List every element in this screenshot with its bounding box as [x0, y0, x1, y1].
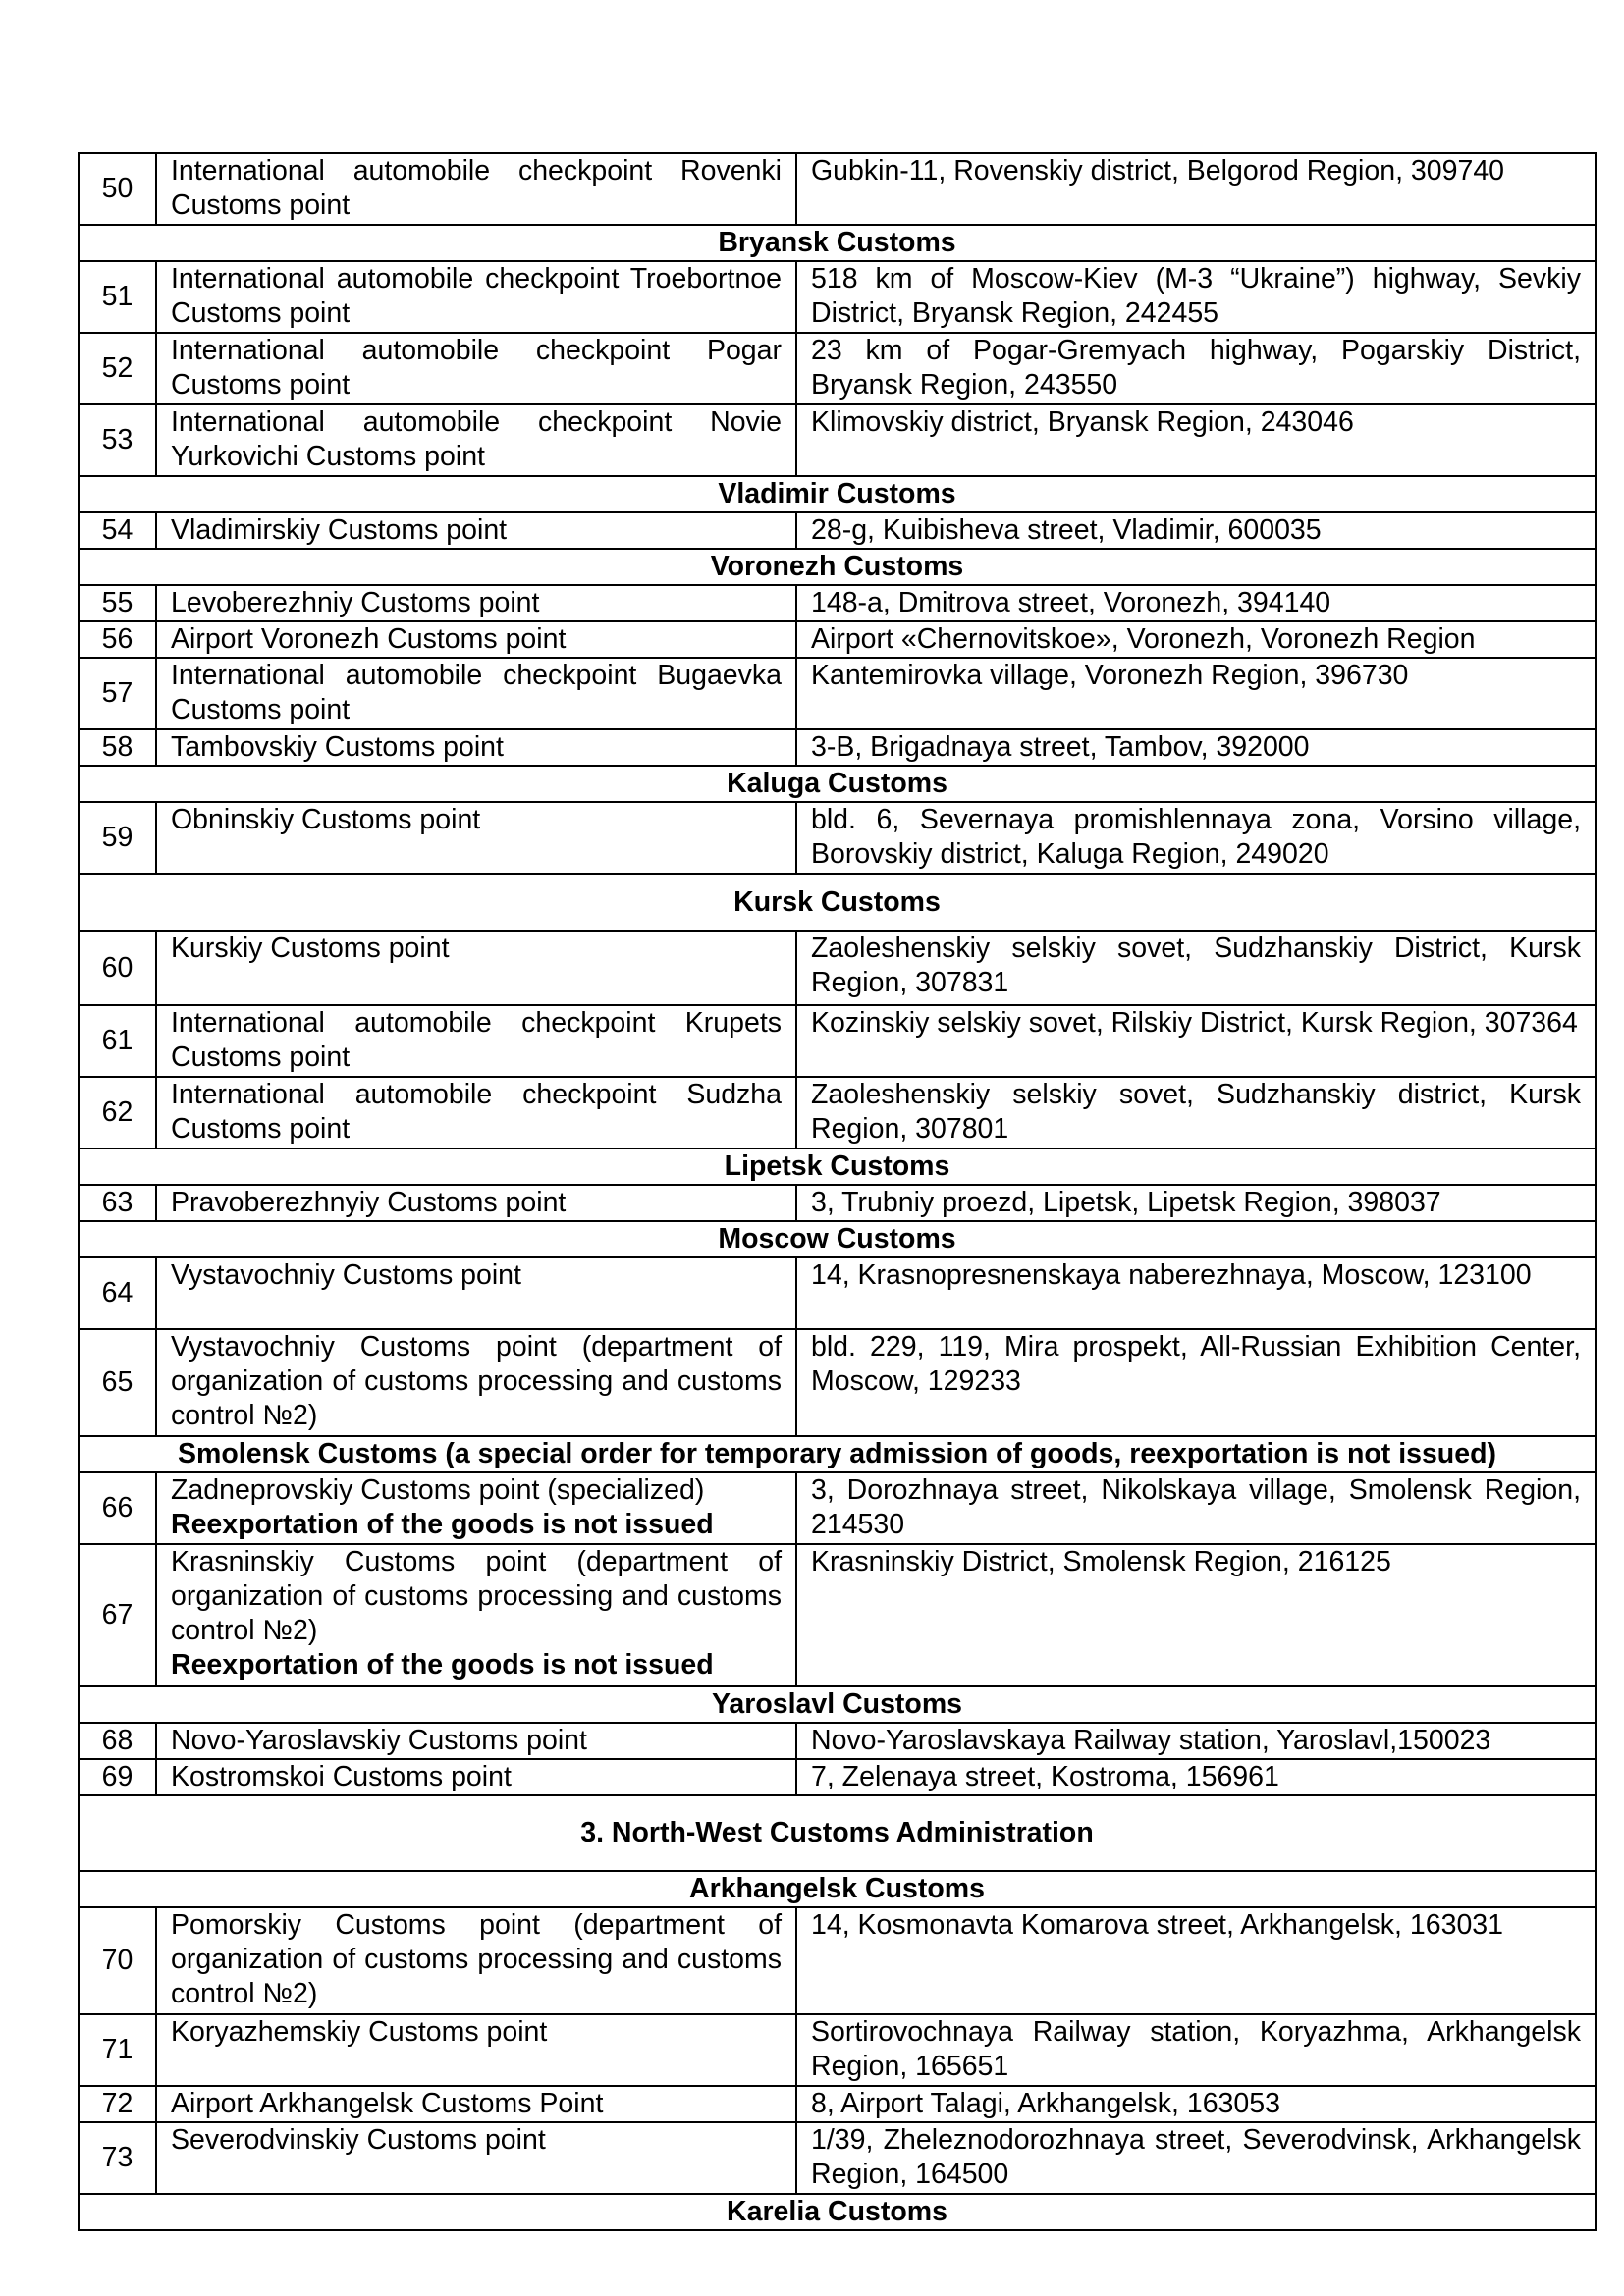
table-row: [79, 1257, 1596, 1329]
customs-point-address: 14, Kosmonavta Komarova street, Arkhangelsk, 163031: [796, 1907, 1596, 2014]
customs-section-heading: Arkhangelsk Customs: [79, 1871, 1596, 1907]
customs-point-name-text: Zadneprovskiy Customs point (specialized): [171, 1474, 705, 1506]
customs-point-name-text: Pravoberezhnyiy Customs point: [171, 1187, 567, 1218]
customs-point-name-text: Severodvinskiy Customs point: [171, 2124, 546, 2156]
customs-point-address: Sortirovochnaya Railway station, Koryazhma, Arkhangelsk Region, 165651: [796, 2014, 1596, 2086]
table-row: [79, 1907, 1596, 2014]
customs-section-row: [79, 225, 1596, 261]
row-number: 61: [79, 1005, 156, 1077]
row-number: 72: [79, 2086, 156, 2122]
customs-point-name: [156, 333, 796, 404]
row-number: 73: [79, 2122, 156, 2194]
customs-point-address: Novo-Yaroslavskaya Railway station, Yaroslavl,150023: [796, 1723, 1596, 1759]
customs-point-name-text: International automobile checkpoint Pogar Customs point: [171, 335, 782, 400]
customs-point-name: [156, 261, 796, 333]
table-row: [79, 1472, 1596, 1544]
table-row: [79, 585, 1596, 621]
table-row: [79, 2122, 1596, 2194]
table-row: [79, 729, 1596, 766]
customs-point-address: 14, Krasnopresnenskaya naberezhnaya, Moscow, 123100: [796, 1257, 1596, 1329]
customs-section-row: [79, 1148, 1596, 1185]
table-row: [79, 261, 1596, 333]
customs-section-row: [79, 874, 1596, 931]
customs-point-name: [156, 1723, 796, 1759]
customs-point-address: 148-a, Dmitrova street, Voronezh, 394140: [796, 585, 1596, 621]
reexport-note: Reexportation of the goods is not issued: [171, 1509, 714, 1540]
customs-point-name-text: Vystavochniy Customs point: [171, 1259, 521, 1291]
row-number: 67: [79, 1544, 156, 1686]
customs-point-name: [156, 512, 796, 549]
customs-point-name-text: Kostromskoi Customs point: [171, 1761, 512, 1792]
customs-point-address: 1/39, Zheleznodorozhnaya street, Severodvinsk, Arkhangelsk Region, 164500: [796, 2122, 1596, 2194]
row-number: 57: [79, 658, 156, 729]
table-row: [79, 153, 1596, 225]
customs-point-name: [156, 931, 796, 1005]
customs-point-name: [156, 1544, 796, 1686]
customs-point-name: [156, 658, 796, 729]
customs-point-name-text: International automobile checkpoint Troebortnoe Customs point: [171, 263, 782, 329]
table-body: [79, 153, 1596, 2230]
customs-point-name-text: Kurskiy Customs point: [171, 933, 450, 964]
customs-point-name: [156, 1759, 796, 1795]
row-number: 69: [79, 1759, 156, 1795]
customs-section-heading: Smolensk Customs (a special order for temporary admission of goods, reexportation is not issued): [79, 1436, 1596, 1472]
customs-point-name-text: International automobile checkpoint Krupets Customs point: [171, 1007, 782, 1073]
customs-point-name: [156, 1472, 796, 1544]
customs-point-name-text: International automobile checkpoint Rovenki Customs point: [171, 155, 782, 221]
row-number: 65: [79, 1329, 156, 1436]
table-row: [79, 404, 1596, 476]
customs-point-name-text: Novo-Yaroslavskiy Customs point: [171, 1725, 587, 1756]
table-row: [79, 621, 1596, 658]
customs-point-address: 28-g, Kuibisheva street, Vladimir, 600035: [796, 512, 1596, 549]
customs-point-name-text: Obninskiy Customs point: [171, 804, 481, 835]
customs-section-heading: Kaluga Customs: [79, 766, 1596, 802]
customs-point-address: 3, Trubniy proezd, Lipetsk, Lipetsk Region, 398037: [796, 1185, 1596, 1221]
customs-point-name: [156, 729, 796, 766]
customs-point-name: [156, 404, 796, 476]
table-row: [79, 1329, 1596, 1436]
customs-point-name-text: Vystavochniy Customs point (department of organization of customs processing and customs control №2): [171, 1331, 782, 1431]
customs-point-name-text: Airport Arkhangelsk Customs Point: [171, 2088, 604, 2119]
table-row: [79, 802, 1596, 874]
customs-point-address: 3, Dorozhnaya street, Nikolskaya village, Smolensk Region, 214530: [796, 1472, 1596, 1544]
customs-section-row: [79, 766, 1596, 802]
table-row: [79, 658, 1596, 729]
customs-section-row: [79, 1436, 1596, 1472]
customs-point-address: 3-B, Brigadnaya street, Tambov, 392000: [796, 729, 1596, 766]
customs-point-name-text: Levoberezhniy Customs point: [171, 587, 540, 618]
customs-point-name-text: International automobile checkpoint Sudzha Customs point: [171, 1079, 782, 1145]
customs-section-heading: Karelia Customs: [79, 2194, 1596, 2230]
customs-point-name-text: Airport Voronezh Customs point: [171, 623, 567, 655]
customs-point-name: [156, 1907, 796, 2014]
row-number: 66: [79, 1472, 156, 1544]
reexport-note: Reexportation of the goods is not issued: [171, 1649, 714, 1681]
customs-point-name-text: Pomorskiy Customs point (department of organization of customs processing and customs control №2): [171, 1909, 782, 2009]
customs-point-address: Zaoleshenskiy selskiy sovet, Sudzhanskiy district, Kursk Region, 307801: [796, 1077, 1596, 1148]
row-number: 52: [79, 333, 156, 404]
customs-section-row: [79, 1871, 1596, 1907]
customs-point-name: [156, 1257, 796, 1329]
row-number: 70: [79, 1907, 156, 2014]
customs-point-name: [156, 1077, 796, 1148]
customs-points-table: [78, 152, 1597, 2231]
row-number: 59: [79, 802, 156, 874]
administration-heading: 3. North-West Customs Administration: [79, 1795, 1596, 1871]
customs-section-heading: Yaroslavl Customs: [79, 1686, 1596, 1723]
customs-section-heading: Kursk Customs: [79, 874, 1596, 931]
customs-point-address: 8, Airport Talagi, Arkhangelsk, 163053: [796, 2086, 1596, 2122]
customs-section-row: [79, 1221, 1596, 1257]
customs-section-heading: Vladimir Customs: [79, 476, 1596, 512]
customs-point-name: [156, 1005, 796, 1077]
table-row: [79, 1723, 1596, 1759]
row-number: 60: [79, 931, 156, 1005]
customs-point-address: bld. 6, Severnaya promishlennaya zona, Vorsino village, Borovskiy district, Kaluga Region, 249020: [796, 802, 1596, 874]
customs-point-address: Zaoleshenskiy selskiy sovet, Sudzhanskiy District, Kursk Region, 307831: [796, 931, 1596, 1005]
customs-point-address: 23 km of Pogar-Gremyach highway, Pogarskiy District, Bryansk Region, 243550: [796, 333, 1596, 404]
row-number: 53: [79, 404, 156, 476]
row-number: 56: [79, 621, 156, 658]
customs-point-address: Gubkin-11, Rovenskiy district, Belgorod Region, 309740: [796, 153, 1596, 225]
customs-point-name: [156, 585, 796, 621]
table-row: [79, 333, 1596, 404]
table-row: [79, 1185, 1596, 1221]
customs-section-heading: Bryansk Customs: [79, 225, 1596, 261]
table-row: [79, 1005, 1596, 1077]
row-number: 64: [79, 1257, 156, 1329]
customs-point-address: Klimovskiy district, Bryansk Region, 243046: [796, 404, 1596, 476]
row-number: 63: [79, 1185, 156, 1221]
customs-point-name-text: Koryazhemskiy Customs point: [171, 2016, 548, 2048]
customs-point-name: [156, 153, 796, 225]
customs-point-name: [156, 2122, 796, 2194]
customs-point-address: 518 km of Moscow-Kiev (M-3 “Ukraine”) highway, Sevkiy District, Bryansk Region, 242455: [796, 261, 1596, 333]
table-row: [79, 2086, 1596, 2122]
customs-point-name: [156, 2086, 796, 2122]
customs-point-address: bld. 229, 119, Mira prospekt, All-Russian Exhibition Center, Moscow, 129233: [796, 1329, 1596, 1436]
customs-section-heading: Voronezh Customs: [79, 549, 1596, 585]
customs-section-heading: Moscow Customs: [79, 1221, 1596, 1257]
customs-point-name-text: Tambovskiy Customs point: [171, 731, 504, 763]
table-row: [79, 1544, 1596, 1686]
table-row: [79, 2014, 1596, 2086]
customs-point-address: Krasninskiy District, Smolensk Region, 216125: [796, 1544, 1596, 1686]
customs-section-row: [79, 2194, 1596, 2230]
customs-point-name: [156, 802, 796, 874]
customs-point-address: Kozinskiy selskiy sovet, Rilskiy District, Kursk Region, 307364: [796, 1005, 1596, 1077]
customs-point-address: Kantemirovka village, Voronezh Region, 396730: [796, 658, 1596, 729]
table-row: [79, 1759, 1596, 1795]
table-row: [79, 1077, 1596, 1148]
customs-point-address: Airport «Chernovitskoe», Voronezh, Voronezh Region: [796, 621, 1596, 658]
row-number: 58: [79, 729, 156, 766]
row-number: 51: [79, 261, 156, 333]
customs-section-row: [79, 549, 1596, 585]
administration-heading-row: [79, 1795, 1596, 1871]
row-number: 55: [79, 585, 156, 621]
customs-point-address: 7, Zelenaya street, Kostroma, 156961: [796, 1759, 1596, 1795]
customs-point-name-text: Vladimirskiy Customs point: [171, 514, 508, 546]
table-row: [79, 931, 1596, 1005]
row-number: 71: [79, 2014, 156, 2086]
row-number: 54: [79, 512, 156, 549]
customs-point-name: [156, 1329, 796, 1436]
row-number: 50: [79, 153, 156, 225]
customs-point-name: [156, 2014, 796, 2086]
customs-point-name-text: International automobile checkpoint Novie Yurkovichi Customs point: [171, 406, 782, 472]
customs-section-row: [79, 1686, 1596, 1723]
customs-point-name: [156, 621, 796, 658]
customs-section-heading: Lipetsk Customs: [79, 1148, 1596, 1185]
customs-point-name-text: Krasninskiy Customs point (department of organization of customs processing and customs control №2): [171, 1546, 782, 1646]
customs-section-row: [79, 476, 1596, 512]
row-number: 62: [79, 1077, 156, 1148]
row-number: 68: [79, 1723, 156, 1759]
table-row: [79, 512, 1596, 549]
customs-point-name: [156, 1185, 796, 1221]
customs-point-name-text: International automobile checkpoint Bugaevka Customs point: [171, 660, 782, 725]
